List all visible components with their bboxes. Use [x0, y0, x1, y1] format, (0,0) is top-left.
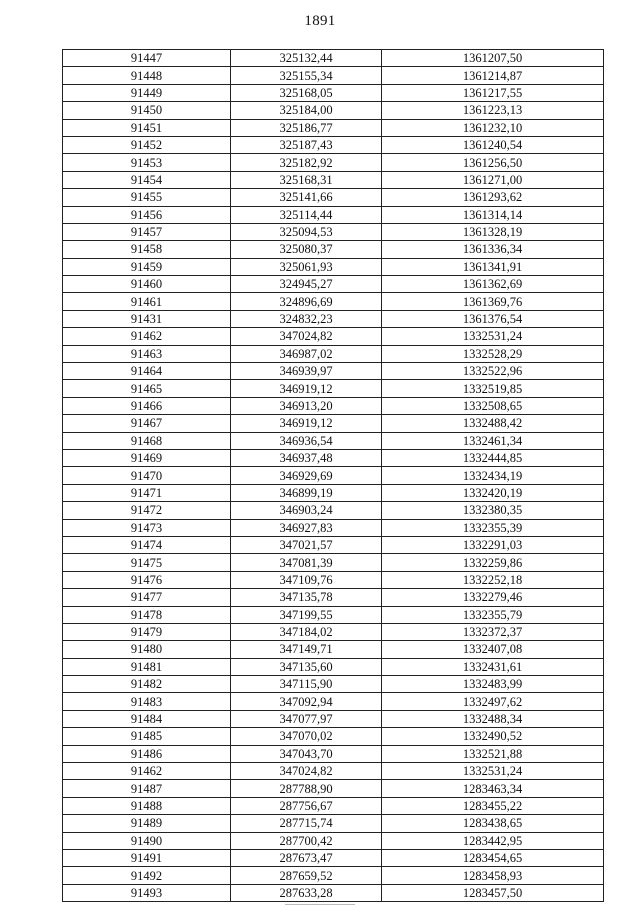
x-coordinate-cell: 325186,77: [231, 119, 382, 136]
table-row: [63, 484, 604, 501]
point-number-cell: 91455: [63, 189, 231, 206]
point-number-cell: 91449: [63, 84, 231, 101]
y-coordinate-cell: 1332521,88: [382, 745, 604, 762]
table-row: [63, 293, 604, 310]
table-row: [63, 102, 604, 119]
y-coordinate-cell: 1332407,08: [382, 641, 604, 658]
table-row: [63, 884, 604, 901]
table-row: [63, 745, 604, 762]
table-row: [63, 658, 604, 675]
point-number-cell: 91452: [63, 136, 231, 153]
y-coordinate-cell: 1361362,69: [382, 276, 604, 293]
table-row: [63, 171, 604, 188]
table-row: [63, 728, 604, 745]
point-number-cell: 91484: [63, 710, 231, 727]
x-coordinate-cell: 287756,67: [231, 797, 382, 814]
y-coordinate-cell: 1332434,19: [382, 467, 604, 484]
table-row: [63, 84, 604, 101]
point-number-cell: 91487: [63, 780, 231, 797]
x-coordinate-cell: 325187,43: [231, 136, 382, 153]
x-coordinate-cell: 347043,70: [231, 745, 382, 762]
x-coordinate-cell: 324832,23: [231, 310, 382, 327]
point-number-cell: 91489: [63, 815, 231, 832]
table-row: [63, 519, 604, 536]
point-number-cell: 91465: [63, 380, 231, 397]
table-row: [63, 710, 604, 727]
y-coordinate-cell: 1332531,24: [382, 328, 604, 345]
x-coordinate-cell: 346919,12: [231, 380, 382, 397]
y-coordinate-cell: 1361293,62: [382, 189, 604, 206]
table-row: [63, 832, 604, 849]
point-number-cell: 91490: [63, 832, 231, 849]
table-row: [63, 606, 604, 623]
table-row: [63, 345, 604, 362]
table-row: [63, 189, 604, 206]
table-row: [63, 676, 604, 693]
table-row: [63, 780, 604, 797]
point-number-cell: 91492: [63, 867, 231, 884]
point-number-cell: 91474: [63, 536, 231, 553]
x-coordinate-cell: 347184,02: [231, 623, 382, 640]
point-number-cell: 91475: [63, 554, 231, 571]
y-coordinate-cell: 1332252,18: [382, 571, 604, 588]
x-coordinate-cell: 347149,71: [231, 641, 382, 658]
y-coordinate-cell: 1283454,65: [382, 849, 604, 866]
y-coordinate-cell: 1361328,19: [382, 223, 604, 240]
point-number-cell: 91462: [63, 763, 231, 780]
table-row: [63, 867, 604, 884]
point-number-cell: 91480: [63, 641, 231, 658]
page-number: 1891: [304, 13, 336, 29]
point-number-cell: 91471: [63, 484, 231, 501]
x-coordinate-cell: 346903,24: [231, 502, 382, 519]
x-coordinate-cell: 346919,12: [231, 415, 382, 432]
point-number-cell: 91451: [63, 119, 231, 136]
point-number-cell: 91450: [63, 102, 231, 119]
x-coordinate-cell: 287673,47: [231, 849, 382, 866]
table-row: [63, 363, 604, 380]
point-number-cell: 91478: [63, 606, 231, 623]
y-coordinate-cell: 1283463,34: [382, 780, 604, 797]
x-coordinate-cell: 346937,48: [231, 449, 382, 466]
y-coordinate-cell: 1332372,37: [382, 623, 604, 640]
y-coordinate-cell: 1361223,13: [382, 102, 604, 119]
x-coordinate-cell: 347021,57: [231, 536, 382, 553]
table-row: [63, 554, 604, 571]
x-coordinate-cell: 287633,28: [231, 884, 382, 901]
x-coordinate-cell: 325155,34: [231, 67, 382, 84]
x-coordinate-cell: 287715,74: [231, 815, 382, 832]
y-coordinate-cell: 1332490,52: [382, 728, 604, 745]
y-coordinate-cell: 1361314,14: [382, 206, 604, 223]
y-coordinate-cell: 1361232,10: [382, 119, 604, 136]
point-number-cell: 91481: [63, 658, 231, 675]
point-number-cell: 91469: [63, 449, 231, 466]
table-row: [63, 815, 604, 832]
x-coordinate-cell: 347092,94: [231, 693, 382, 710]
y-coordinate-cell: 1332522,96: [382, 363, 604, 380]
table-row: [63, 849, 604, 866]
point-number-cell: 91460: [63, 276, 231, 293]
table-row: [63, 154, 604, 171]
y-coordinate-cell: 1332279,46: [382, 589, 604, 606]
y-coordinate-cell: 1361256,50: [382, 154, 604, 171]
point-number-cell: 91462: [63, 328, 231, 345]
point-number-cell: 91454: [63, 171, 231, 188]
table-row: [63, 571, 604, 588]
x-coordinate-cell: 325061,93: [231, 258, 382, 275]
point-number-cell: 91493: [63, 884, 231, 901]
table-row: [63, 397, 604, 414]
point-number-cell: 91479: [63, 623, 231, 640]
table-row: [63, 276, 604, 293]
table-row: [63, 797, 604, 814]
point-number-cell: 91477: [63, 589, 231, 606]
x-coordinate-cell: 347135,60: [231, 658, 382, 675]
y-coordinate-cell: 1283457,50: [382, 884, 604, 901]
x-coordinate-cell: 287700,42: [231, 832, 382, 849]
table-row: [63, 415, 604, 432]
y-coordinate-cell: 1332531,24: [382, 763, 604, 780]
y-coordinate-cell: 1361376,54: [382, 310, 604, 327]
x-coordinate-cell: 347081,39: [231, 554, 382, 571]
x-coordinate-cell: 325184,00: [231, 102, 382, 119]
table-row: [63, 502, 604, 519]
point-number-cell: 91456: [63, 206, 231, 223]
y-coordinate-cell: 1332291,03: [382, 536, 604, 553]
point-number-cell: 91461: [63, 293, 231, 310]
x-coordinate-cell: 347135,78: [231, 589, 382, 606]
table-row: [63, 119, 604, 136]
x-coordinate-cell: 325168,31: [231, 171, 382, 188]
table-row: [63, 763, 604, 780]
x-coordinate-cell: 346936,54: [231, 432, 382, 449]
y-coordinate-cell: 1283458,93: [382, 867, 604, 884]
y-coordinate-cell: 1361214,87: [382, 67, 604, 84]
point-number-cell: 91467: [63, 415, 231, 432]
point-number-cell: 91468: [63, 432, 231, 449]
table-row: [63, 67, 604, 84]
table-row: [63, 449, 604, 466]
table-row: [63, 328, 604, 345]
x-coordinate-cell: 346913,20: [231, 397, 382, 414]
x-coordinate-cell: 324896,69: [231, 293, 382, 310]
table-row: [63, 432, 604, 449]
x-coordinate-cell: 324945,27: [231, 276, 382, 293]
point-number-cell: 91459: [63, 258, 231, 275]
point-number-cell: 91483: [63, 693, 231, 710]
point-number-cell: 91458: [63, 241, 231, 258]
point-number-cell: 91491: [63, 849, 231, 866]
x-coordinate-cell: 346929,69: [231, 467, 382, 484]
table-row: [63, 589, 604, 606]
table-row: [63, 50, 604, 67]
point-number-cell: 91482: [63, 676, 231, 693]
table-row: [63, 623, 604, 640]
point-number-cell: 91486: [63, 745, 231, 762]
point-number-cell: 91485: [63, 728, 231, 745]
x-coordinate-cell: 347024,82: [231, 763, 382, 780]
x-coordinate-cell: 347109,76: [231, 571, 382, 588]
x-coordinate-cell: 346927,83: [231, 519, 382, 536]
point-number-cell: 91447: [63, 50, 231, 67]
table-row: [63, 206, 604, 223]
point-number-cell: 91466: [63, 397, 231, 414]
x-coordinate-cell: 287788,90: [231, 780, 382, 797]
point-number-cell: 91473: [63, 519, 231, 536]
x-coordinate-cell: 325182,92: [231, 154, 382, 171]
x-coordinate-cell: 347077,97: [231, 710, 382, 727]
x-coordinate-cell: 325132,44: [231, 50, 382, 67]
y-coordinate-cell: 1332444,85: [382, 449, 604, 466]
table-row: [63, 241, 604, 258]
point-number-cell: 91470: [63, 467, 231, 484]
table-row: [63, 310, 604, 327]
y-coordinate-cell: 1332461,34: [382, 432, 604, 449]
x-coordinate-cell: 325114,44: [231, 206, 382, 223]
x-coordinate-cell: 325094,53: [231, 223, 382, 240]
y-coordinate-cell: 1361369,76: [382, 293, 604, 310]
table-row: [63, 693, 604, 710]
x-coordinate-cell: 325141,66: [231, 189, 382, 206]
y-coordinate-cell: 1332259,86: [382, 554, 604, 571]
table-row: [63, 136, 604, 153]
point-number-cell: 91464: [63, 363, 231, 380]
y-coordinate-cell: 1332355,79: [382, 606, 604, 623]
y-coordinate-cell: 1332519,85: [382, 380, 604, 397]
y-coordinate-cell: 1332528,29: [382, 345, 604, 362]
point-number-cell: 91463: [63, 345, 231, 362]
point-number-cell: 91476: [63, 571, 231, 588]
y-coordinate-cell: 1332508,65: [382, 397, 604, 414]
table-row: [63, 258, 604, 275]
point-number-cell: 91448: [63, 67, 231, 84]
table-row: [63, 536, 604, 553]
table-row: [63, 380, 604, 397]
y-coordinate-cell: 1332497,62: [382, 693, 604, 710]
y-coordinate-cell: 1332431,61: [382, 658, 604, 675]
y-coordinate-cell: 1332488,42: [382, 415, 604, 432]
y-coordinate-cell: 1361336,34: [382, 241, 604, 258]
y-coordinate-cell: 1332380,35: [382, 502, 604, 519]
y-coordinate-cell: 1361240,54: [382, 136, 604, 153]
coordinates-table: [62, 49, 604, 902]
x-coordinate-cell: 325080,37: [231, 241, 382, 258]
x-coordinate-cell: 347199,55: [231, 606, 382, 623]
x-coordinate-cell: 325168,05: [231, 84, 382, 101]
y-coordinate-cell: 1361271,00: [382, 171, 604, 188]
y-coordinate-cell: 1332355,39: [382, 519, 604, 536]
y-coordinate-cell: 1361341,91: [382, 258, 604, 275]
point-number-cell: 91472: [63, 502, 231, 519]
x-coordinate-cell: 287659,52: [231, 867, 382, 884]
y-coordinate-cell: 1332483,99: [382, 676, 604, 693]
table-row: [63, 467, 604, 484]
table-row: [63, 223, 604, 240]
x-coordinate-cell: 346899,19: [231, 484, 382, 501]
point-number-cell: 91488: [63, 797, 231, 814]
x-coordinate-cell: 346939,97: [231, 363, 382, 380]
y-coordinate-cell: 1361207,50: [382, 50, 604, 67]
y-coordinate-cell: 1283438,65: [382, 815, 604, 832]
y-coordinate-cell: 1361217,55: [382, 84, 604, 101]
x-coordinate-cell: 347024,82: [231, 328, 382, 345]
x-coordinate-cell: 346987,02: [231, 345, 382, 362]
point-number-cell: 91431: [63, 310, 231, 327]
y-coordinate-cell: 1283442,95: [382, 832, 604, 849]
coordinates-table-body: [63, 50, 604, 902]
point-number-cell: 91453: [63, 154, 231, 171]
y-coordinate-cell: 1332420,19: [382, 484, 604, 501]
x-coordinate-cell: 347115,90: [231, 676, 382, 693]
y-coordinate-cell: 1332488,34: [382, 710, 604, 727]
point-number-cell: 91457: [63, 223, 231, 240]
y-coordinate-cell: 1283455,22: [382, 797, 604, 814]
table-row: [63, 641, 604, 658]
x-coordinate-cell: 347070,02: [231, 728, 382, 745]
